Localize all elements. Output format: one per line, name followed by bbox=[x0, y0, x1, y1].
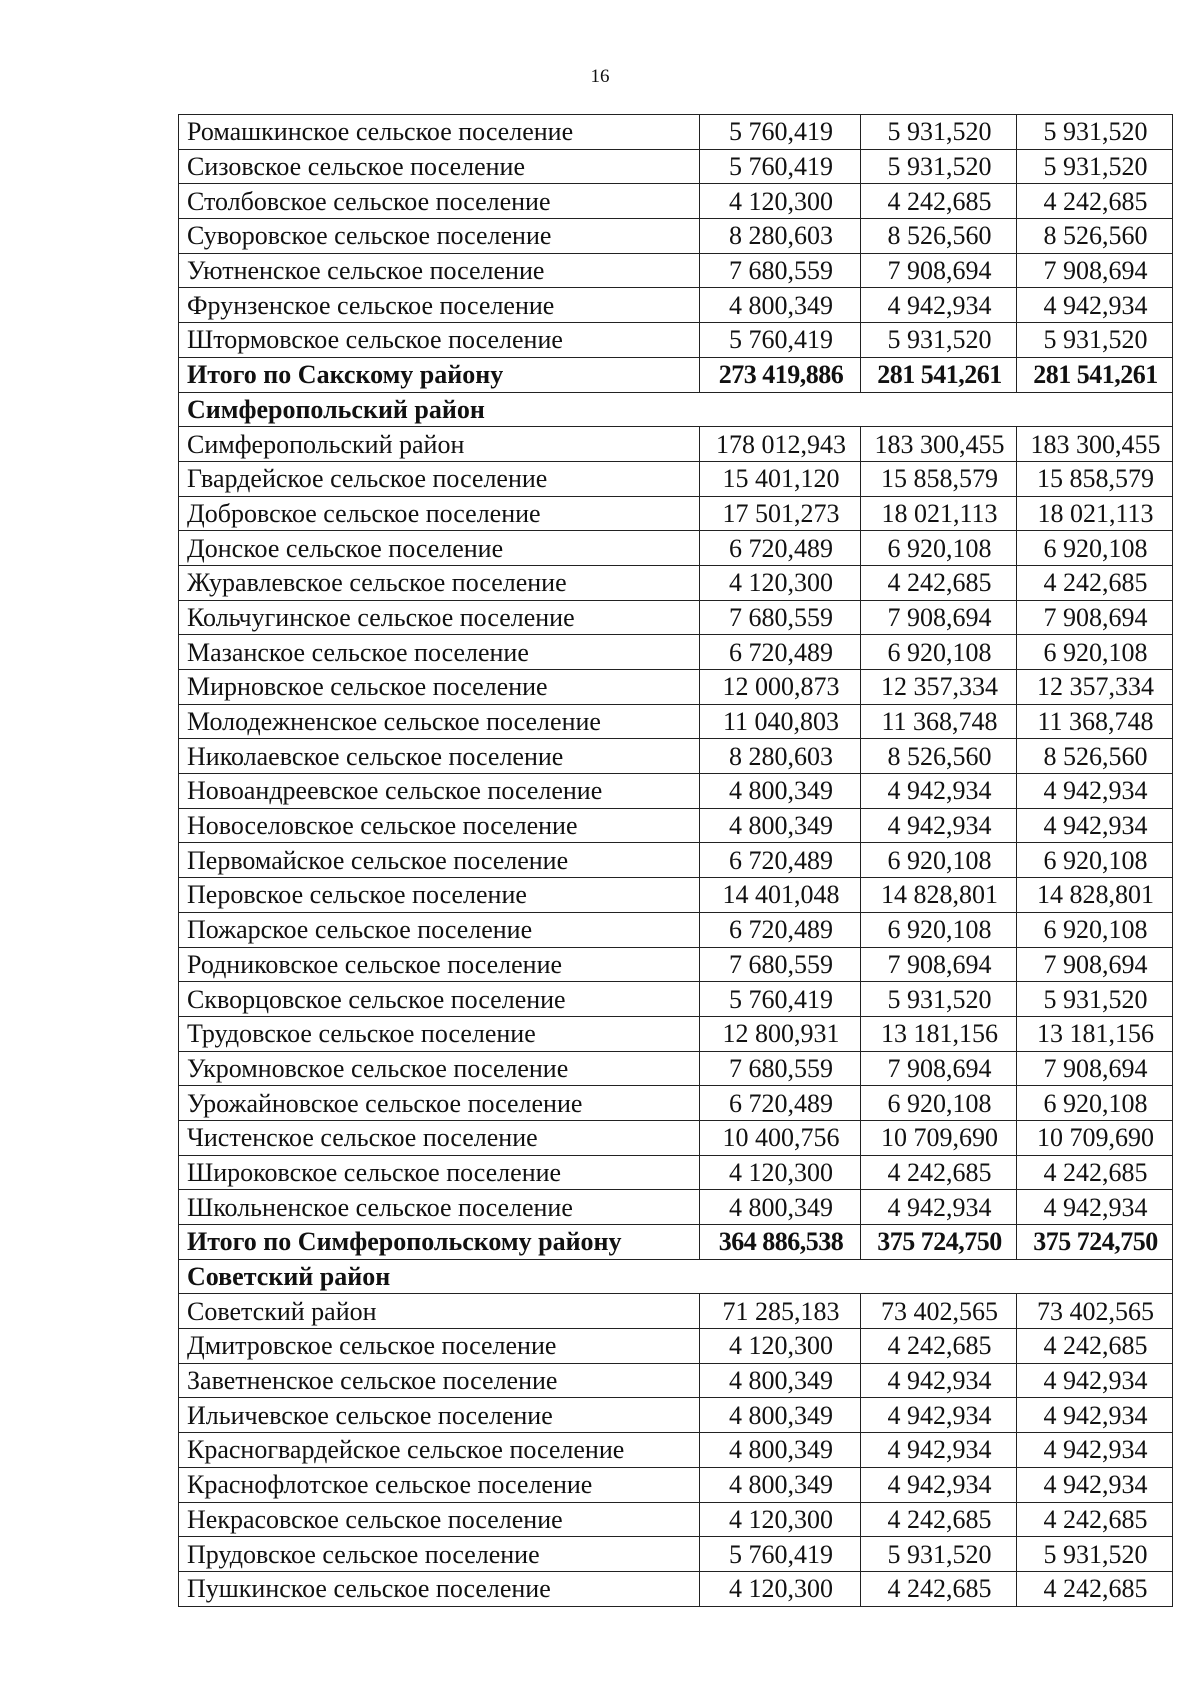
amount-cell-v3: 18 021,113 bbox=[1017, 496, 1173, 531]
settlement-name: Николаевское сельское поселение bbox=[179, 739, 700, 774]
settlement-name: Школьненское сельское поселение bbox=[179, 1190, 700, 1225]
amount-cell-v3: 4 242,685 bbox=[1017, 1329, 1173, 1364]
table-row bbox=[179, 184, 1173, 219]
table-row bbox=[179, 496, 1173, 531]
table-row bbox=[179, 115, 1173, 150]
settlement-name: Красногвардейское сельское поселение bbox=[179, 1433, 700, 1468]
amount-cell-v1: 6 720,489 bbox=[700, 843, 861, 878]
table-row bbox=[179, 288, 1173, 323]
table-row bbox=[179, 1433, 1173, 1468]
amount-cell-v1: 6 720,489 bbox=[700, 1086, 861, 1121]
district-header-row bbox=[179, 1259, 1173, 1294]
amount-cell-v2: 18 021,113 bbox=[861, 496, 1017, 531]
amount-cell-v1: 15 401,120 bbox=[700, 461, 861, 496]
amount-cell-v2: 5 931,520 bbox=[861, 323, 1017, 358]
table-body bbox=[179, 115, 1173, 1607]
settlement-name: Ромашкинское сельское поселение bbox=[179, 115, 700, 150]
settlement-name: Прудовское сельское поселение bbox=[179, 1537, 700, 1572]
amount-cell-v2: 183 300,455 bbox=[861, 427, 1017, 462]
amount-cell-v3: 7 908,694 bbox=[1017, 253, 1173, 288]
table-row bbox=[179, 635, 1173, 670]
settlement-name: Советский район bbox=[179, 1294, 700, 1329]
table-row bbox=[179, 1051, 1173, 1086]
amount-cell-v3: 73 402,565 bbox=[1017, 1294, 1173, 1329]
amount-cell-v2: 8 526,560 bbox=[861, 219, 1017, 254]
total-row bbox=[179, 1225, 1173, 1260]
amount-cell-v1: 5 760,419 bbox=[700, 982, 861, 1017]
amount-cell-v1: 4 800,349 bbox=[700, 1433, 861, 1468]
amount-cell-v2: 6 920,108 bbox=[861, 531, 1017, 566]
amount-cell-v1: 6 720,489 bbox=[700, 912, 861, 947]
settlement-name: Новоандреевское сельское поселение bbox=[179, 774, 700, 809]
settlement-name: Трудовское сельское поселение bbox=[179, 1016, 700, 1051]
table-row bbox=[179, 774, 1173, 809]
table-row bbox=[179, 912, 1173, 947]
amount-cell-v1: 273 419,886 bbox=[700, 357, 861, 392]
amount-cell-v1: 6 720,489 bbox=[700, 531, 861, 566]
amount-cell-v2: 11 368,748 bbox=[861, 704, 1017, 739]
amount-cell-v3: 6 920,108 bbox=[1017, 912, 1173, 947]
amount-cell-v2: 14 828,801 bbox=[861, 878, 1017, 913]
settlement-name: Пожарское сельское поселение bbox=[179, 912, 700, 947]
amount-cell-v3: 4 242,685 bbox=[1017, 565, 1173, 600]
settlement-name: Столбовское сельское поселение bbox=[179, 184, 700, 219]
amount-cell-v1: 12 800,931 bbox=[700, 1016, 861, 1051]
amount-cell-v1: 4 800,349 bbox=[700, 808, 861, 843]
amount-cell-v3: 5 931,520 bbox=[1017, 1537, 1173, 1572]
amount-cell-v3: 6 920,108 bbox=[1017, 531, 1173, 566]
amount-cell-v2: 7 908,694 bbox=[861, 1051, 1017, 1086]
amount-cell-v2: 12 357,334 bbox=[861, 670, 1017, 705]
amount-cell-v3: 281 541,261 bbox=[1017, 357, 1173, 392]
amount-cell-v3: 10 709,690 bbox=[1017, 1120, 1173, 1155]
amount-cell-v1: 4 800,349 bbox=[700, 1363, 861, 1398]
district-name: Советский район bbox=[179, 1259, 1173, 1294]
settlement-name: Фрунзенское сельское поселение bbox=[179, 288, 700, 323]
amount-cell-v2: 5 931,520 bbox=[861, 149, 1017, 184]
settlement-name: Пушкинское сельское поселение bbox=[179, 1571, 700, 1606]
settlement-name: Заветненское сельское поселение bbox=[179, 1363, 700, 1398]
amount-cell-v1: 17 501,273 bbox=[700, 496, 861, 531]
amount-cell-v2: 4 242,685 bbox=[861, 184, 1017, 219]
amount-cell-v2: 5 931,520 bbox=[861, 115, 1017, 150]
amount-cell-v3: 8 526,560 bbox=[1017, 219, 1173, 254]
amount-cell-v2: 4 942,934 bbox=[861, 1467, 1017, 1502]
amount-cell-v3: 14 828,801 bbox=[1017, 878, 1173, 913]
settlement-name: Новоселовское сельское поселение bbox=[179, 808, 700, 843]
settlement-name: Донское сельское поселение bbox=[179, 531, 700, 566]
amount-cell-v1: 7 680,559 bbox=[700, 600, 861, 635]
table-row bbox=[179, 1294, 1173, 1329]
district-header-row bbox=[179, 392, 1173, 427]
amount-cell-v2: 73 402,565 bbox=[861, 1294, 1017, 1329]
amount-cell-v3: 4 242,685 bbox=[1017, 1571, 1173, 1606]
amount-cell-v3: 4 942,934 bbox=[1017, 1398, 1173, 1433]
amount-cell-v1: 12 000,873 bbox=[700, 670, 861, 705]
amount-cell-v1: 7 680,559 bbox=[700, 947, 861, 982]
amount-cell-v3: 5 931,520 bbox=[1017, 323, 1173, 358]
amount-cell-v3: 183 300,455 bbox=[1017, 427, 1173, 462]
settlement-name: Симферопольский район bbox=[179, 427, 700, 462]
amount-cell-v3: 4 942,934 bbox=[1017, 1467, 1173, 1502]
settlement-name: Краснофлотское сельское поселение bbox=[179, 1467, 700, 1502]
table-row bbox=[179, 1190, 1173, 1225]
settlement-name: Уютненское сельское поселение bbox=[179, 253, 700, 288]
amount-cell-v2: 6 920,108 bbox=[861, 843, 1017, 878]
amount-cell-v2: 10 709,690 bbox=[861, 1120, 1017, 1155]
amount-cell-v3: 13 181,156 bbox=[1017, 1016, 1173, 1051]
table-row bbox=[179, 1537, 1173, 1572]
amount-cell-v2: 4 242,685 bbox=[861, 1502, 1017, 1537]
total-row bbox=[179, 357, 1173, 392]
amount-cell-v2: 13 181,156 bbox=[861, 1016, 1017, 1051]
amount-cell-v2: 4 242,685 bbox=[861, 1329, 1017, 1364]
amount-cell-v3: 4 942,934 bbox=[1017, 1363, 1173, 1398]
amount-cell-v3: 7 908,694 bbox=[1017, 600, 1173, 635]
amount-cell-v2: 5 931,520 bbox=[861, 982, 1017, 1017]
amount-cell-v3: 4 942,934 bbox=[1017, 1433, 1173, 1468]
table-row bbox=[179, 739, 1173, 774]
amount-cell-v3: 7 908,694 bbox=[1017, 947, 1173, 982]
amount-cell-v1: 10 400,756 bbox=[700, 1120, 861, 1155]
table-row bbox=[179, 1363, 1173, 1398]
table-row bbox=[179, 565, 1173, 600]
settlement-name: Ильичевское сельское поселение bbox=[179, 1398, 700, 1433]
total-label: Итого по Сакскому району bbox=[179, 357, 700, 392]
settlement-name: Гвардейское сельское поселение bbox=[179, 461, 700, 496]
table-row bbox=[179, 1120, 1173, 1155]
amount-cell-v2: 7 908,694 bbox=[861, 947, 1017, 982]
amount-cell-v1: 4 800,349 bbox=[700, 1190, 861, 1225]
settlement-name: Перовское сельское поселение bbox=[179, 878, 700, 913]
settlement-name: Родниковское сельское поселение bbox=[179, 947, 700, 982]
table-row bbox=[179, 1016, 1173, 1051]
settlement-name: Урожайновское сельское поселение bbox=[179, 1086, 700, 1121]
total-label: Итого по Симферопольскому району bbox=[179, 1225, 700, 1260]
amount-cell-v1: 4 120,300 bbox=[700, 1155, 861, 1190]
amount-cell-v2: 6 920,108 bbox=[861, 635, 1017, 670]
amount-cell-v3: 6 920,108 bbox=[1017, 1086, 1173, 1121]
amount-cell-v3: 5 931,520 bbox=[1017, 982, 1173, 1017]
table-row bbox=[179, 878, 1173, 913]
table-row bbox=[179, 253, 1173, 288]
amount-cell-v3: 15 858,579 bbox=[1017, 461, 1173, 496]
amount-cell-v2: 4 242,685 bbox=[861, 1155, 1017, 1190]
table-row bbox=[179, 1086, 1173, 1121]
table-row bbox=[179, 1155, 1173, 1190]
amount-cell-v2: 15 858,579 bbox=[861, 461, 1017, 496]
settlement-name: Кольчугинское сельское поселение bbox=[179, 600, 700, 635]
amount-cell-v3: 11 368,748 bbox=[1017, 704, 1173, 739]
settlement-name: Штормовское сельское поселение bbox=[179, 323, 700, 358]
amount-cell-v1: 11 040,803 bbox=[700, 704, 861, 739]
amount-cell-v3: 5 931,520 bbox=[1017, 149, 1173, 184]
amount-cell-v3: 12 357,334 bbox=[1017, 670, 1173, 705]
amount-cell-v1: 4 120,300 bbox=[700, 184, 861, 219]
amount-cell-v2: 8 526,560 bbox=[861, 739, 1017, 774]
settlement-name: Мирновское сельское поселение bbox=[179, 670, 700, 705]
amount-cell-v1: 4 800,349 bbox=[700, 1398, 861, 1433]
table-row bbox=[179, 219, 1173, 254]
table-row bbox=[179, 461, 1173, 496]
settlement-name: Скворцовское сельское поселение bbox=[179, 982, 700, 1017]
amount-cell-v2: 4 942,934 bbox=[861, 288, 1017, 323]
amount-cell-v2: 6 920,108 bbox=[861, 1086, 1017, 1121]
amount-cell-v2: 6 920,108 bbox=[861, 912, 1017, 947]
amount-cell-v1: 4 120,300 bbox=[700, 1502, 861, 1537]
table-row bbox=[179, 1502, 1173, 1537]
amount-cell-v2: 7 908,694 bbox=[861, 600, 1017, 635]
amount-cell-v1: 5 760,419 bbox=[700, 149, 861, 184]
table-row bbox=[179, 427, 1173, 462]
amount-cell-v1: 8 280,603 bbox=[700, 739, 861, 774]
settlement-name: Мазанское сельское поселение bbox=[179, 635, 700, 670]
amount-cell-v3: 375 724,750 bbox=[1017, 1225, 1173, 1260]
table-row bbox=[179, 808, 1173, 843]
table-row bbox=[179, 982, 1173, 1017]
amount-cell-v3: 8 526,560 bbox=[1017, 739, 1173, 774]
amount-cell-v3: 4 242,685 bbox=[1017, 184, 1173, 219]
settlement-name: Некрасовское сельское поселение bbox=[179, 1502, 700, 1537]
settlement-name: Суворовское сельское поселение bbox=[179, 219, 700, 254]
amount-cell-v2: 4 942,934 bbox=[861, 808, 1017, 843]
amount-cell-v2: 4 942,934 bbox=[861, 1363, 1017, 1398]
amount-cell-v1: 8 280,603 bbox=[700, 219, 861, 254]
amount-cell-v2: 4 942,934 bbox=[861, 1433, 1017, 1468]
amount-cell-v1: 7 680,559 bbox=[700, 1051, 861, 1086]
amount-cell-v1: 4 800,349 bbox=[700, 288, 861, 323]
settlement-name: Добровское сельское поселение bbox=[179, 496, 700, 531]
amount-cell-v1: 71 285,183 bbox=[700, 1294, 861, 1329]
budget-table bbox=[178, 114, 1173, 1607]
page-number: 16 bbox=[590, 66, 610, 87]
amount-cell-v1: 6 720,489 bbox=[700, 635, 861, 670]
settlement-name: Укромновское сельское поселение bbox=[179, 1051, 700, 1086]
amount-cell-v1: 14 401,048 bbox=[700, 878, 861, 913]
amount-cell-v2: 4 942,934 bbox=[861, 774, 1017, 809]
amount-cell-v2: 281 541,261 bbox=[861, 357, 1017, 392]
amount-cell-v1: 364 886,538 bbox=[700, 1225, 861, 1260]
table-row bbox=[179, 1398, 1173, 1433]
amount-cell-v3: 7 908,694 bbox=[1017, 1051, 1173, 1086]
table-row bbox=[179, 670, 1173, 705]
amount-cell-v3: 5 931,520 bbox=[1017, 115, 1173, 150]
settlement-name: Широковское сельское поселение bbox=[179, 1155, 700, 1190]
amount-cell-v2: 375 724,750 bbox=[861, 1225, 1017, 1260]
table-row bbox=[179, 704, 1173, 739]
table-row bbox=[179, 323, 1173, 358]
table-row bbox=[179, 1467, 1173, 1502]
amount-cell-v1: 178 012,943 bbox=[700, 427, 861, 462]
amount-cell-v1: 4 120,300 bbox=[700, 1571, 861, 1606]
amount-cell-v2: 5 931,520 bbox=[861, 1537, 1017, 1572]
table-row bbox=[179, 531, 1173, 566]
table-row bbox=[179, 600, 1173, 635]
table-row bbox=[179, 1571, 1173, 1606]
amount-cell-v3: 4 942,934 bbox=[1017, 774, 1173, 809]
settlement-name: Чистенское сельское поселение bbox=[179, 1120, 700, 1155]
amount-cell-v1: 4 800,349 bbox=[700, 774, 861, 809]
amount-cell-v2: 4 242,685 bbox=[861, 565, 1017, 600]
settlement-name: Первомайское сельское поселение bbox=[179, 843, 700, 878]
settlement-name: Журавлевское сельское поселение bbox=[179, 565, 700, 600]
table-row bbox=[179, 947, 1173, 982]
amount-cell-v2: 4 942,934 bbox=[861, 1190, 1017, 1225]
amount-cell-v2: 4 242,685 bbox=[861, 1571, 1017, 1606]
amount-cell-v1: 5 760,419 bbox=[700, 1537, 861, 1572]
settlement-name: Дмитровское сельское поселение bbox=[179, 1329, 700, 1364]
amount-cell-v1: 4 120,300 bbox=[700, 565, 861, 600]
table-row bbox=[179, 149, 1173, 184]
amount-cell-v3: 4 942,934 bbox=[1017, 808, 1173, 843]
settlement-name: Молодежненское сельское поселение bbox=[179, 704, 700, 739]
amount-cell-v1: 5 760,419 bbox=[700, 115, 861, 150]
amount-cell-v1: 4 800,349 bbox=[700, 1467, 861, 1502]
amount-cell-v2: 4 942,934 bbox=[861, 1398, 1017, 1433]
table-row bbox=[179, 1329, 1173, 1364]
district-name: Симферопольский район bbox=[179, 392, 1173, 427]
amount-cell-v1: 4 120,300 bbox=[700, 1329, 861, 1364]
table-row bbox=[179, 843, 1173, 878]
amount-cell-v1: 7 680,559 bbox=[700, 253, 861, 288]
amount-cell-v3: 4 942,934 bbox=[1017, 1190, 1173, 1225]
amount-cell-v1: 5 760,419 bbox=[700, 323, 861, 358]
amount-cell-v3: 6 920,108 bbox=[1017, 843, 1173, 878]
amount-cell-v3: 6 920,108 bbox=[1017, 635, 1173, 670]
amount-cell-v3: 4 242,685 bbox=[1017, 1502, 1173, 1537]
amount-cell-v3: 4 242,685 bbox=[1017, 1155, 1173, 1190]
amount-cell-v2: 7 908,694 bbox=[861, 253, 1017, 288]
amount-cell-v3: 4 942,934 bbox=[1017, 288, 1173, 323]
settlement-name: Сизовское сельское поселение bbox=[179, 149, 700, 184]
